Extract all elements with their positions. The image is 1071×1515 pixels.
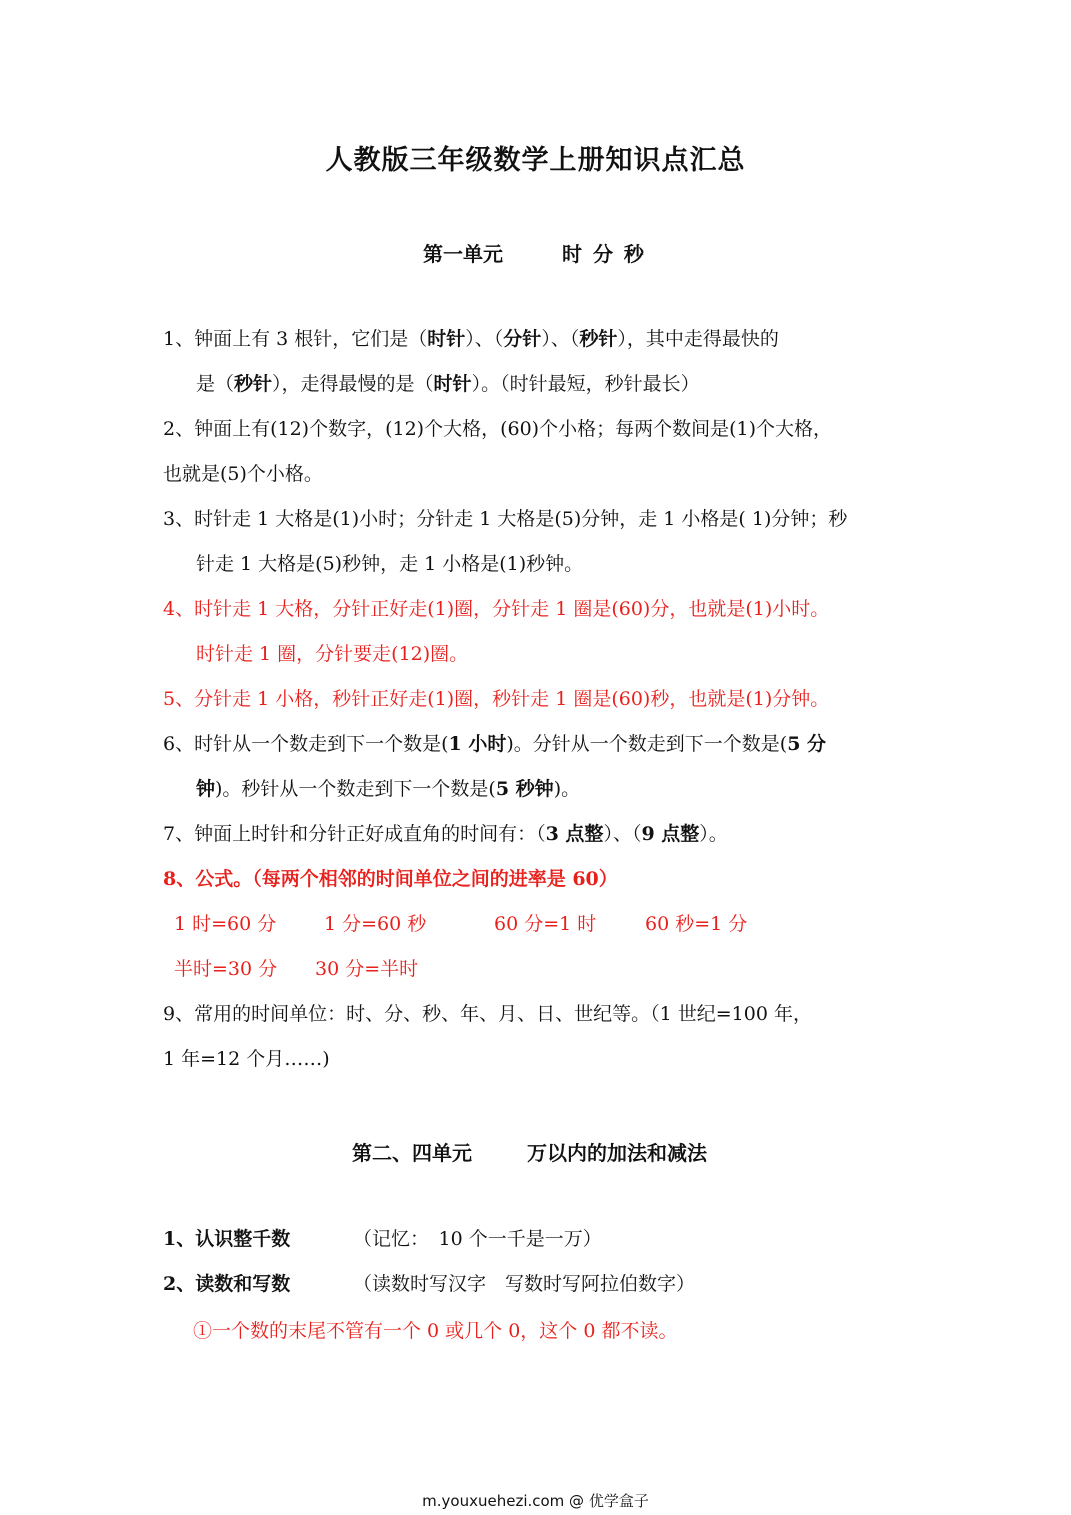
unit1-heading-topic: 时 分 秒 xyxy=(562,242,646,266)
unit2-item1-note: （记忆： 10 个一千是一万） xyxy=(353,1228,602,1250)
unit1-item1-line2: 是（秒针），走得最慢的是（时针）。（时针最短，秒针最长） xyxy=(196,373,700,395)
formula-4: 60 秒=1 分 xyxy=(645,913,748,935)
unit1-item6-line2: 钟)。秒针从一个数走到下一个数是(5 秒钟)。 xyxy=(196,778,581,800)
unit2-item3-line1: ①一个数的末尾不管有一个 0 或几个 0，这个 0 都不读。 xyxy=(193,1320,678,1342)
formula-3: 60 分=1 时 xyxy=(494,913,597,935)
unit1-item6-line1: 6、时针从一个数走到下一个数是(1 小时)。分针从一个数走到下一个数是(5 分 xyxy=(163,733,827,755)
formula-6: 30 分=半时 xyxy=(315,958,419,980)
unit1-item3-line2: 针走 1 大格是(5)秒钟，走 1 小格是(1)秒钟。 xyxy=(196,553,584,575)
unit1-item2-line2: 也就是(5)个小格。 xyxy=(163,463,323,485)
footer-watermark: m.youxuehezi.com @ 优学盒子 xyxy=(422,1492,649,1510)
unit1-heading-label: 第一单元 xyxy=(423,242,503,266)
unit1-item8-heading: 8、公式。（每两个相邻的时间单位之间的进率是 60） xyxy=(163,868,618,890)
unit2-item2-label: 2、读数和写数 xyxy=(163,1273,291,1295)
formula-5: 半时=30 分 xyxy=(174,958,278,980)
unit2-item2-note: （读数时写汉字 写数时写阿拉伯数字） xyxy=(353,1273,696,1295)
unit1-item4-line2: 时针走 1 圈，分针要走(12)圈。 xyxy=(196,643,469,665)
unit1-item3-line1: 3、时针走 1 大格是(1)小时；分针走 1 大格是(5)分钟，走 1 小格是( 1)分钟；秒 xyxy=(163,508,848,530)
page-title: 人教版三年级数学上册知识点汇总 xyxy=(325,145,746,176)
unit2-heading-label: 第二、四单元 xyxy=(352,1141,472,1165)
unit1-item7: 7、钟面上时针和分针正好成直角的时间有：（3 点整）、（9 点整）。 xyxy=(163,823,728,845)
unit1-item9-line1: 9、常用的时间单位：时、分、秒、年、月、日、世纪等。（1 世纪=100 年， xyxy=(163,1003,812,1025)
unit1-item9-line2: 1 年=12 个月……) xyxy=(163,1048,330,1070)
unit2-item1-label: 1、认识整千数 xyxy=(163,1228,291,1250)
unit1-item1-line1: 1、钟面上有 3 根针，它们是（时针）、（分针）、（秒针），其中走得最快的 xyxy=(163,328,779,350)
formula-2: 1 分=60 秒 xyxy=(324,913,427,935)
unit2-heading-topic: 万以内的加法和减法 xyxy=(527,1141,707,1165)
formula-1: 1 时=60 分 xyxy=(174,913,277,935)
unit1-item5-line1: 5、分针走 1 小格，秒针正好走(1)圈，秒针走 1 圈是(60)秒，也就是(1)分钟。 xyxy=(163,688,830,710)
unit1-item4-line1: 4、时针走 1 大格，分针正好走(1)圈，分针走 1 圈是(60)分，也就是(1)小时。 xyxy=(163,598,830,620)
unit1-item2-line1: 2、钟面上有(12)个数字，(12)个大格，(60)个小格；每两个数间是(1)个大格， xyxy=(163,418,833,440)
